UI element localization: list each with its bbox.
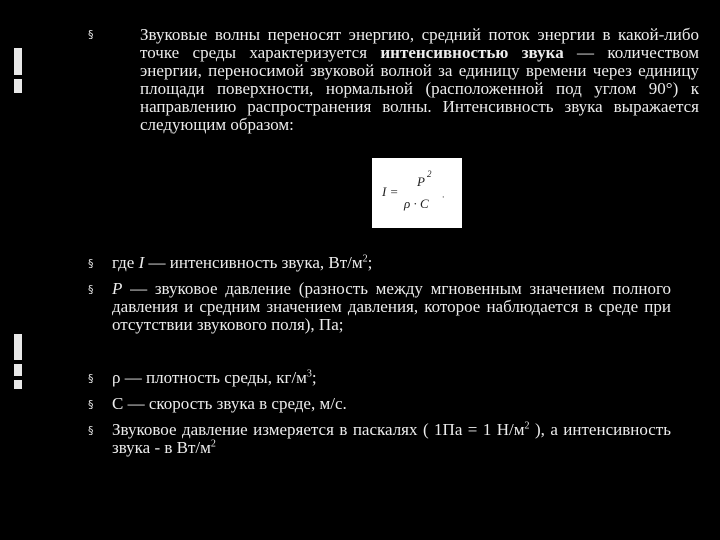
item1-pre: где [112,253,139,272]
item1-symbol: I [138,253,145,272]
bullet-icon: § [88,257,94,270]
item3-end: ; [311,368,317,387]
bullet-icon: § [88,424,94,437]
item2-text: — звуковое давление (разность между мгновенным значением полного давления и средним значением давления, которое наблюдается в среде при отсутствии звукового поля), Па; [112,279,671,334]
formula-denominator: ρ · C [404,196,429,211]
item3-exp: 3 [306,368,312,380]
item-pressure [112,280,671,334]
side-bar-3 [14,334,22,360]
formula-lhs: I = [382,184,399,199]
side-bar-4 [14,364,22,376]
term-sound: звука [521,43,564,62]
bullet-icon: § [88,28,94,41]
item5-pre: Звуковое давление измеряется в паскалях ( 1Па = 1 Н/м [112,420,525,439]
item-density [112,369,671,387]
item5-exp1: 2 [524,420,530,432]
formula-numerator-exp: 2 [427,169,432,179]
item1-end: ; [367,253,373,272]
item-speed [112,395,671,413]
bullet-icon: § [88,283,94,296]
side-bar-1 [14,48,22,75]
intro-paragraph [112,26,699,134]
item3-text: ρ — плотность среды, кг/м [112,368,307,387]
side-bar-2 [14,79,22,93]
formula-numerator: P [417,174,425,189]
bullet-icon: § [88,372,94,385]
item5-exp2: 2 [210,438,216,450]
item1-exp: 2 [362,253,368,265]
item4-text: С — скорость звука в среде, м/с. [112,394,347,413]
bullet-icon: § [88,398,94,411]
intensity-formula [372,158,462,228]
term-intensity: интенсивностью [380,43,509,62]
item2-symbol: P [112,279,123,298]
intro-lead: Звуковые волны переносят энергию, средний поток энергии в какой-либо точке среды характеризуется [140,25,699,62]
item-intensity [112,254,671,272]
item1-text: — интенсивность звука, Вт/м [144,253,363,272]
item5-mid: ), а интенсивность звука - в Вт/м [112,420,671,457]
formula-tail: · [442,192,445,202]
intro-rest: — количеством энергии, переносимой звуковой волной за единицу времени через единицу площади поверхности, нормальной (расположенной под углом 90°) к направлению распространения волны. Интенсивность звука выражается следующим образом: [140,43,699,134]
item-units [112,421,671,457]
side-bar-5 [14,380,22,389]
